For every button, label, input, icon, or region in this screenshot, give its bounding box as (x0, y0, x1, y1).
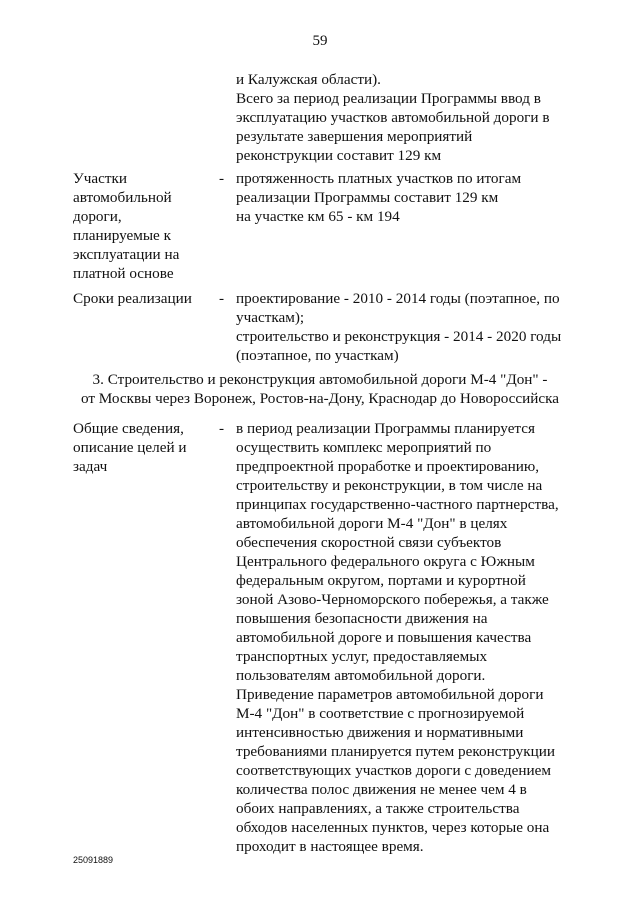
value-line: осуществить комплекс мероприятий по (236, 439, 492, 456)
value-line: М-4 "Дон" в соответствие с прогнозируемой (236, 705, 525, 722)
toll-section-value (236, 169, 521, 226)
general-section-label (73, 419, 187, 476)
timeline-section-value (236, 289, 561, 365)
toll-section-dash: - (219, 170, 225, 187)
value-line: зоной Азово-Черноморского побережья, а также (236, 591, 549, 608)
value-line: федеральным округом, портами и курортной (236, 572, 526, 589)
label-line: описание целей и (73, 439, 187, 456)
intro-line: и Калужская области). (236, 71, 381, 88)
value-line: протяженность платных участков по итогам (236, 170, 522, 187)
label-line: платной основе (73, 265, 174, 282)
label-line: Общие сведения, (73, 420, 184, 437)
label-line: Сроки реализации (73, 290, 192, 307)
value-line: повышения безопасности движения на (236, 610, 488, 627)
value-line: обходов населенных пунктов, через которые она (236, 819, 550, 836)
value-line: (поэтапное, по участкам) (236, 347, 399, 364)
label-line: эксплуатации на (73, 246, 180, 263)
value-line: интенсивностью движения и нормативными (236, 724, 524, 741)
value-line: обоих направлениях, а также строительства (236, 800, 520, 817)
value-line: на участке км 65 - км 194 (236, 208, 400, 225)
general-section-value (236, 419, 559, 856)
value-line: в период реализации Программы планируется (236, 420, 535, 437)
timeline-section-dash: - (219, 290, 225, 307)
value-line: количества полос движения не менее чем 4 в (236, 781, 527, 798)
intro-line: результате завершения мероприятий (236, 128, 473, 145)
value-line: Центрального федерального округа с Южным (236, 553, 535, 570)
label-line: дороги, (73, 208, 122, 225)
intro-line: эксплуатацию участков автомобильной дороги в (236, 109, 550, 126)
value-line: обеспечения скоростной связи субъектов (236, 534, 502, 551)
label-line: Участки (73, 170, 128, 187)
intro-line: реконструкции составит 129 км (236, 147, 442, 164)
intro-text (236, 70, 550, 165)
intro-line: Всего за период реализации Программы ввод в (236, 90, 541, 107)
label-line: автомобильной (73, 189, 172, 206)
value-line: автомобильной дороге и повышения качества (236, 629, 532, 646)
value-line: участкам); (236, 309, 305, 326)
label-line: задач (73, 458, 108, 475)
document-code: 25091889 (73, 855, 114, 865)
value-line: Приведение параметров автомобильной дороги (236, 686, 544, 703)
value-line: проектирование - 2010 - 2014 годы (поэтапное, по (236, 290, 560, 307)
value-line: требованиями планируется путем реконструкции (236, 743, 556, 760)
heading-line: от Москвы через Воронеж, Ростов-на-Дону, Краснодар до Новороссийска (80, 390, 560, 407)
value-line: предпроектной проработке и проектированию, (236, 458, 540, 475)
value-line: транспортных услуг, предоставляемых (236, 648, 488, 665)
value-line: проходит в настоящее время. (236, 838, 424, 855)
section-heading (0, 370, 640, 408)
label-line: планируемые к (73, 227, 171, 244)
value-line: автомобильной дороги М-4 "Дон" в целях (236, 515, 508, 532)
page-number: 59 (312, 33, 328, 49)
value-line: принципах государственно-частного партнерства, (236, 496, 559, 513)
general-section-dash: - (219, 420, 225, 437)
value-line: строительству и реконструкции, в том числе на (236, 477, 543, 494)
value-line: строительство и реконструкция - 2014 - 2020 годы (236, 328, 562, 345)
value-line: реализации Программы составит 129 км (236, 189, 499, 206)
timeline-section-label (73, 289, 192, 308)
heading-line: 3. Строительство и реконструкция автомобильной дороги М-4 "Дон" - (92, 371, 548, 388)
value-line: соответствующих участков дороги с доведением (236, 762, 551, 779)
toll-section-label (73, 169, 179, 283)
value-line: пользователям автомобильной дороги. (236, 667, 486, 684)
